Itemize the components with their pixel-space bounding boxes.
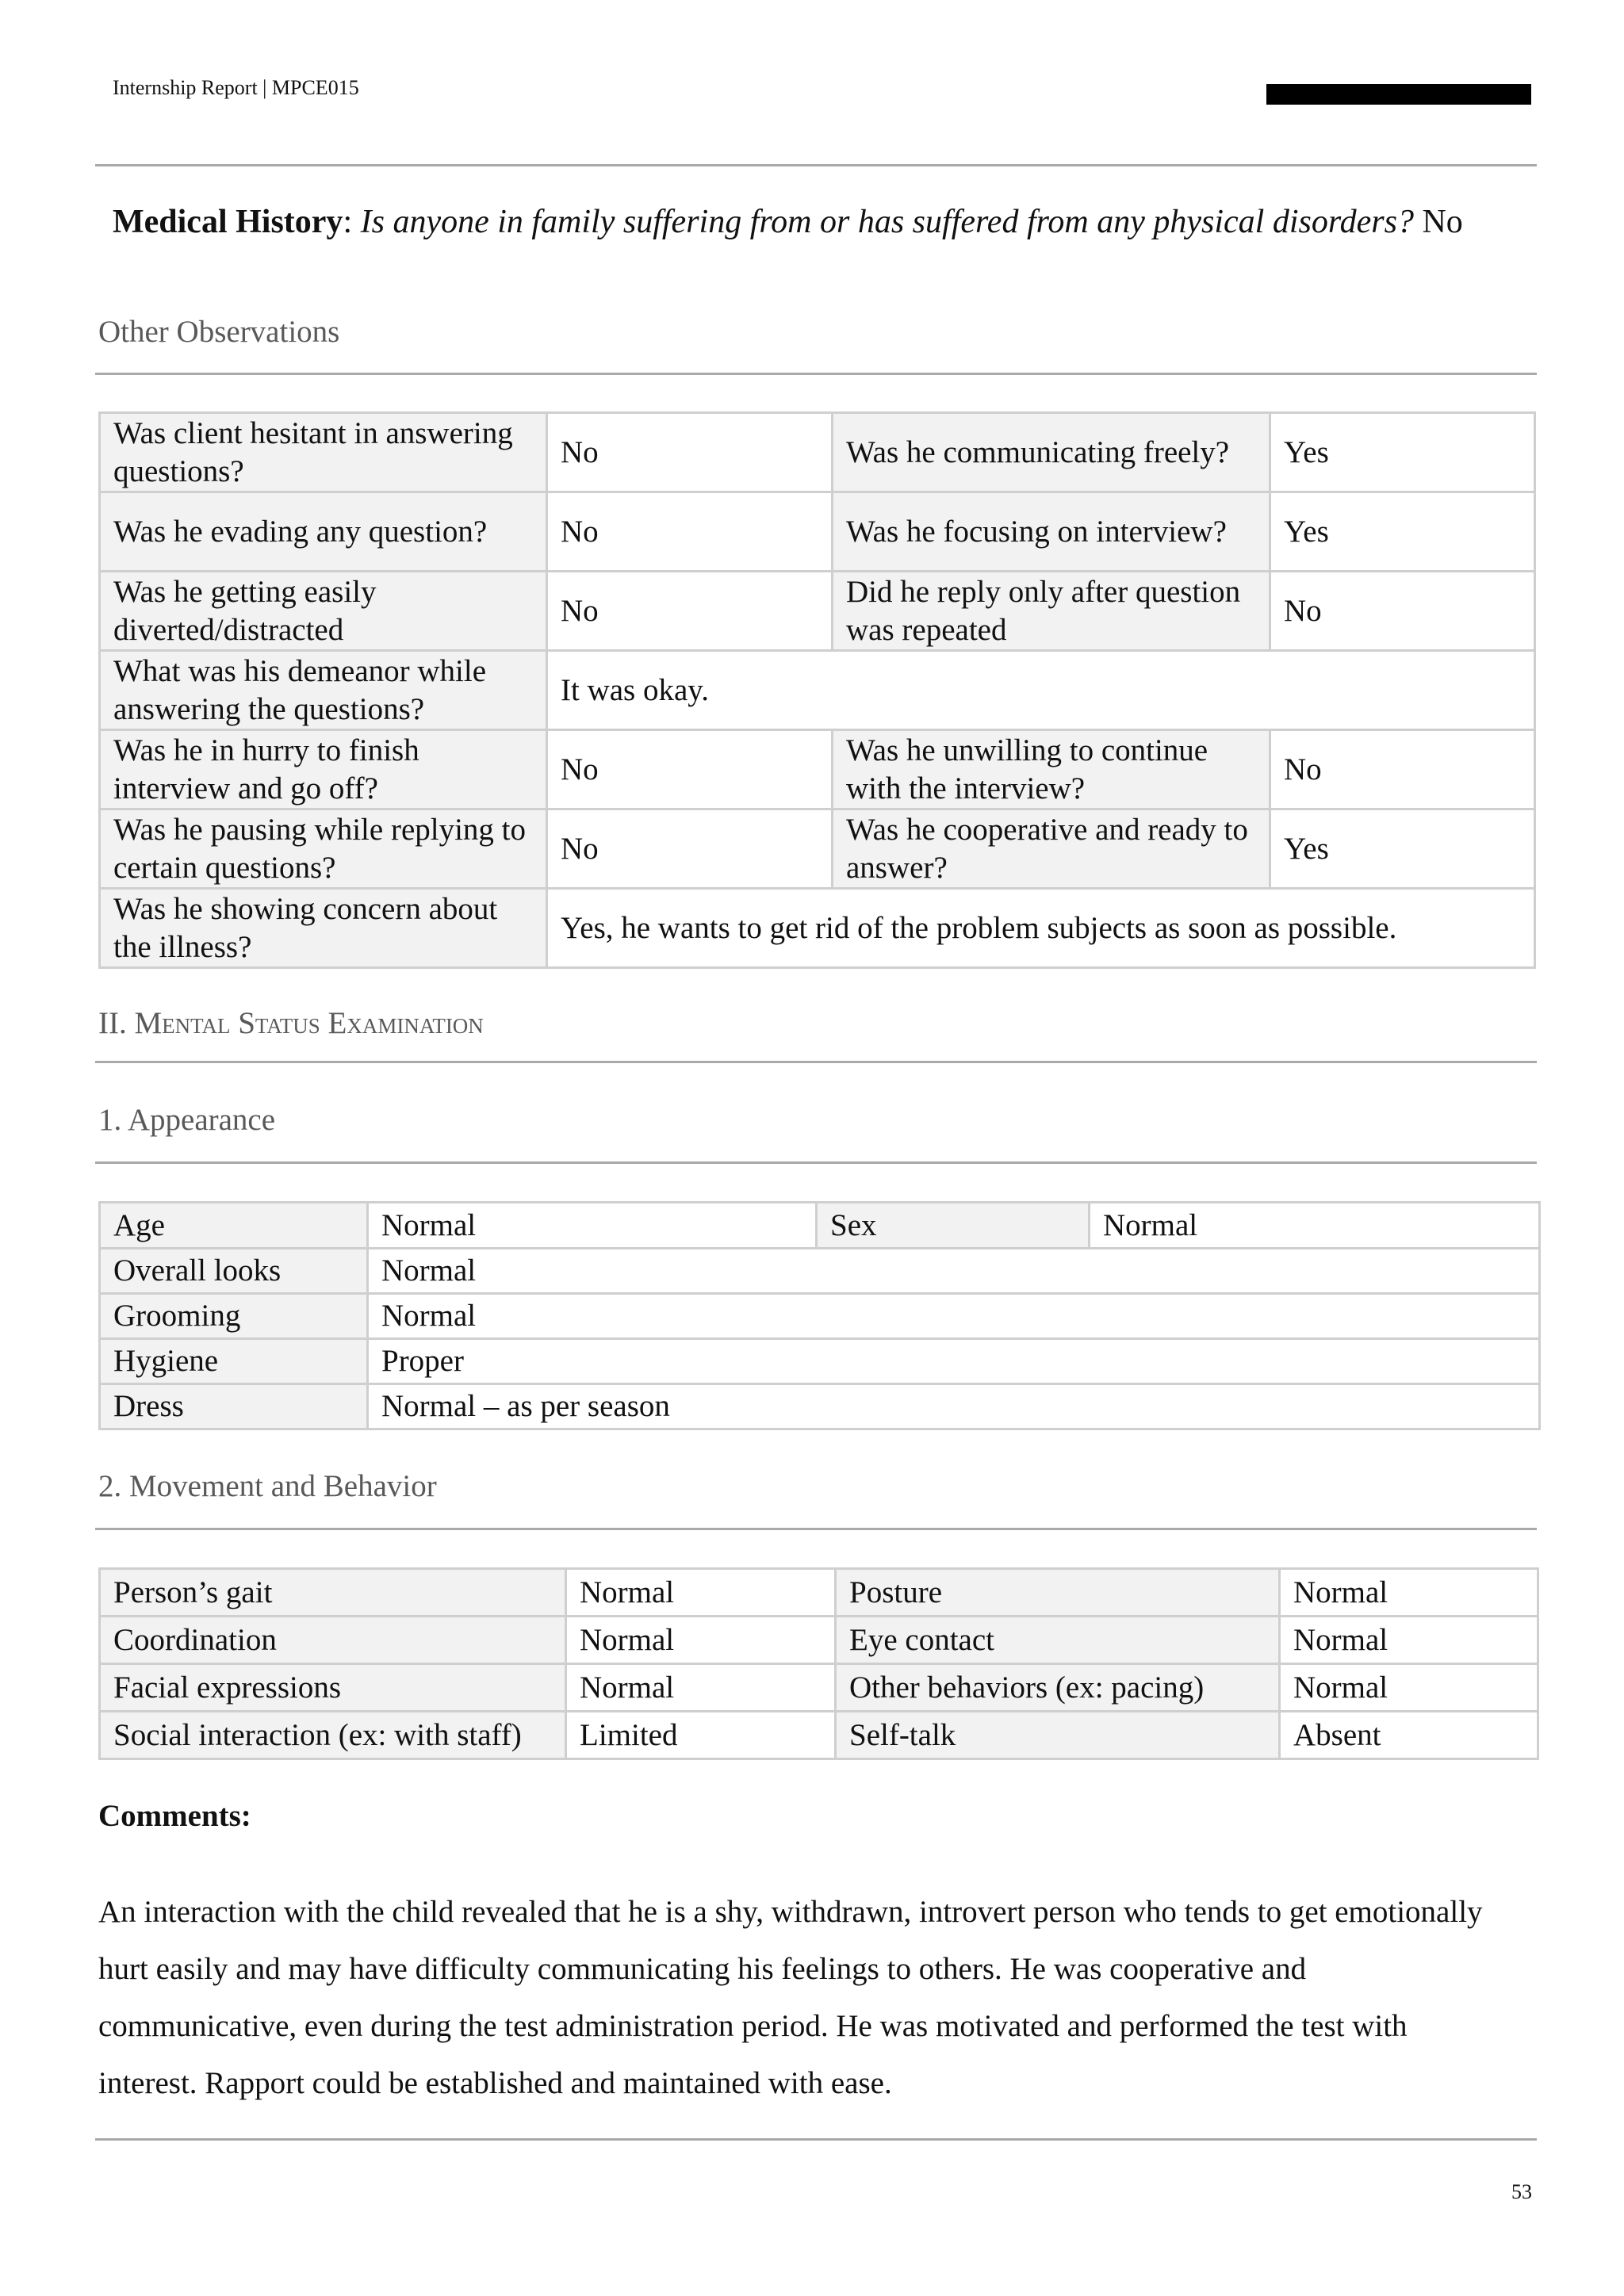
attribute-value-cell: Proper	[368, 1339, 1540, 1384]
attribute-label-cell: Posture	[836, 1569, 1280, 1617]
table-row	[100, 492, 1535, 572]
answer-cell: Yes	[1270, 413, 1535, 492]
attribute-label-cell: Self-talk	[836, 1712, 1280, 1759]
observations-table	[98, 411, 1536, 969]
attribute-label-cell: Hygiene	[100, 1339, 368, 1384]
answer-cell: Yes	[1270, 809, 1535, 889]
movement-heading: 2. Movement and Behavior	[98, 1469, 437, 1503]
question-cell: Was client hesitant in answering questions?	[100, 413, 547, 492]
attribute-value-cell: Normal	[1280, 1569, 1538, 1617]
attribute-value-cell: Normal	[1280, 1664, 1538, 1712]
movement-table	[98, 1567, 1539, 1760]
medical-history-line: Medical History: Is anyone in family suffering from or has suffered from any physical disorders? No	[113, 204, 1463, 240]
question-cell: Was he unwilling to continue with the interview?	[833, 730, 1270, 809]
question-cell: Was he communicating freely?	[833, 413, 1270, 492]
question-cell: Was he cooperative and ready to answer?	[833, 809, 1270, 889]
attribute-label-cell: Social interaction (ex: with staff)	[100, 1712, 566, 1759]
attribute-label-cell: Coordination	[100, 1617, 566, 1664]
attribute-label-cell: Age	[100, 1203, 368, 1249]
page-number: 53	[1511, 2180, 1532, 2203]
table-row	[100, 1712, 1538, 1759]
attribute-value-cell: Absent	[1280, 1712, 1538, 1759]
attribute-value-cell: Normal	[566, 1617, 836, 1664]
attribute-label-cell: Sex	[817, 1203, 1090, 1249]
other-observations-heading: Other Observations	[98, 315, 340, 349]
appearance-heading: 1. Appearance	[98, 1103, 276, 1137]
table-row	[100, 889, 1535, 968]
attribute-value-cell: Normal	[368, 1294, 1540, 1339]
attribute-label-cell: Person’s gait	[100, 1569, 566, 1617]
attribute-value-cell: Limited	[566, 1712, 836, 1759]
table-row	[100, 1294, 1540, 1339]
medical-history-label: Medical History	[113, 204, 343, 240]
header-rule	[95, 164, 1537, 166]
table-row	[100, 1249, 1540, 1294]
table-row	[100, 572, 1535, 651]
section-rule	[95, 373, 1537, 375]
answer-cell: No	[1270, 572, 1535, 651]
question-cell: Was he getting easily diverted/distracted	[100, 572, 547, 651]
attribute-label-cell: Other behaviors (ex: pacing)	[836, 1664, 1280, 1712]
attribute-value-cell: Normal – as per season	[368, 1384, 1540, 1429]
attribute-label-cell: Eye contact	[836, 1617, 1280, 1664]
question-cell: Was he evading any question?	[100, 492, 547, 572]
answer-cell: Yes	[1270, 492, 1535, 572]
attribute-value-cell: Normal	[1090, 1203, 1540, 1249]
table-row	[100, 651, 1535, 730]
redacted-block	[1266, 84, 1531, 105]
table-row	[100, 1664, 1538, 1712]
attribute-value-cell: Normal	[368, 1203, 817, 1249]
attribute-value-cell: Normal	[1280, 1617, 1538, 1664]
footer-rule	[95, 2138, 1537, 2141]
answer-cell: No	[547, 413, 833, 492]
appearance-table	[98, 1201, 1541, 1430]
question-cell: Was he pausing while replying to certain questions?	[100, 809, 547, 889]
table-row	[100, 1203, 1540, 1249]
table-row	[100, 1339, 1540, 1384]
answer-cell: No	[547, 730, 833, 809]
attribute-value-cell: Normal	[566, 1569, 836, 1617]
answer-cell: No	[547, 572, 833, 651]
answer-cell: No	[1270, 730, 1535, 809]
table-row	[100, 413, 1535, 492]
section-rule	[95, 1528, 1537, 1530]
comments-label: Comments:	[98, 1799, 251, 1833]
comments-paragraph: An interaction with the child revealed that he is a shy, withdrawn, introvert person who tends to get emotionally hurt easily and may have difficulty communicating his feelings to others. He was cooperative and communicative, even during the test administration period. He was motivated and performed the test with interest. Rapport could be established and maintained with ease.	[98, 1895, 1483, 2100]
answer-cell: Yes, he wants to get rid of the problem subjects as soon as possible.	[547, 889, 1535, 968]
attribute-value-cell: Normal	[368, 1249, 1540, 1294]
attribute-label-cell: Overall looks	[100, 1249, 368, 1294]
table-row	[100, 1617, 1538, 1664]
answer-cell: No	[547, 809, 833, 889]
attribute-value-cell: Normal	[566, 1664, 836, 1712]
question-cell: Was he focusing on interview?	[833, 492, 1270, 572]
table-row	[100, 1384, 1540, 1429]
answer-cell: It was okay.	[547, 651, 1535, 730]
medical-history-question: Is anyone in family suffering from or has suffered from any physical disorders?	[360, 204, 1414, 240]
section-rule	[95, 1061, 1537, 1063]
mse-heading: II. Mental Status Examination	[98, 1006, 484, 1040]
medical-history-answer: No	[1422, 204, 1463, 240]
attribute-label-cell: Dress	[100, 1384, 368, 1429]
question-cell: Was he in hurry to finish interview and go off?	[100, 730, 547, 809]
attribute-label-cell: Facial expressions	[100, 1664, 566, 1712]
section-rule	[95, 1161, 1537, 1164]
question-cell: Did he reply only after question was repeated	[833, 572, 1270, 651]
attribute-label-cell: Grooming	[100, 1294, 368, 1339]
answer-cell: No	[547, 492, 833, 572]
table-row	[100, 1569, 1538, 1617]
table-row	[100, 809, 1535, 889]
running-header: Internship Report | MPCE015	[113, 76, 359, 99]
table-row	[100, 730, 1535, 809]
question-cell: Was he showing concern about the illness?	[100, 889, 547, 968]
question-cell: What was his demeanor while answering the questions?	[100, 651, 547, 730]
